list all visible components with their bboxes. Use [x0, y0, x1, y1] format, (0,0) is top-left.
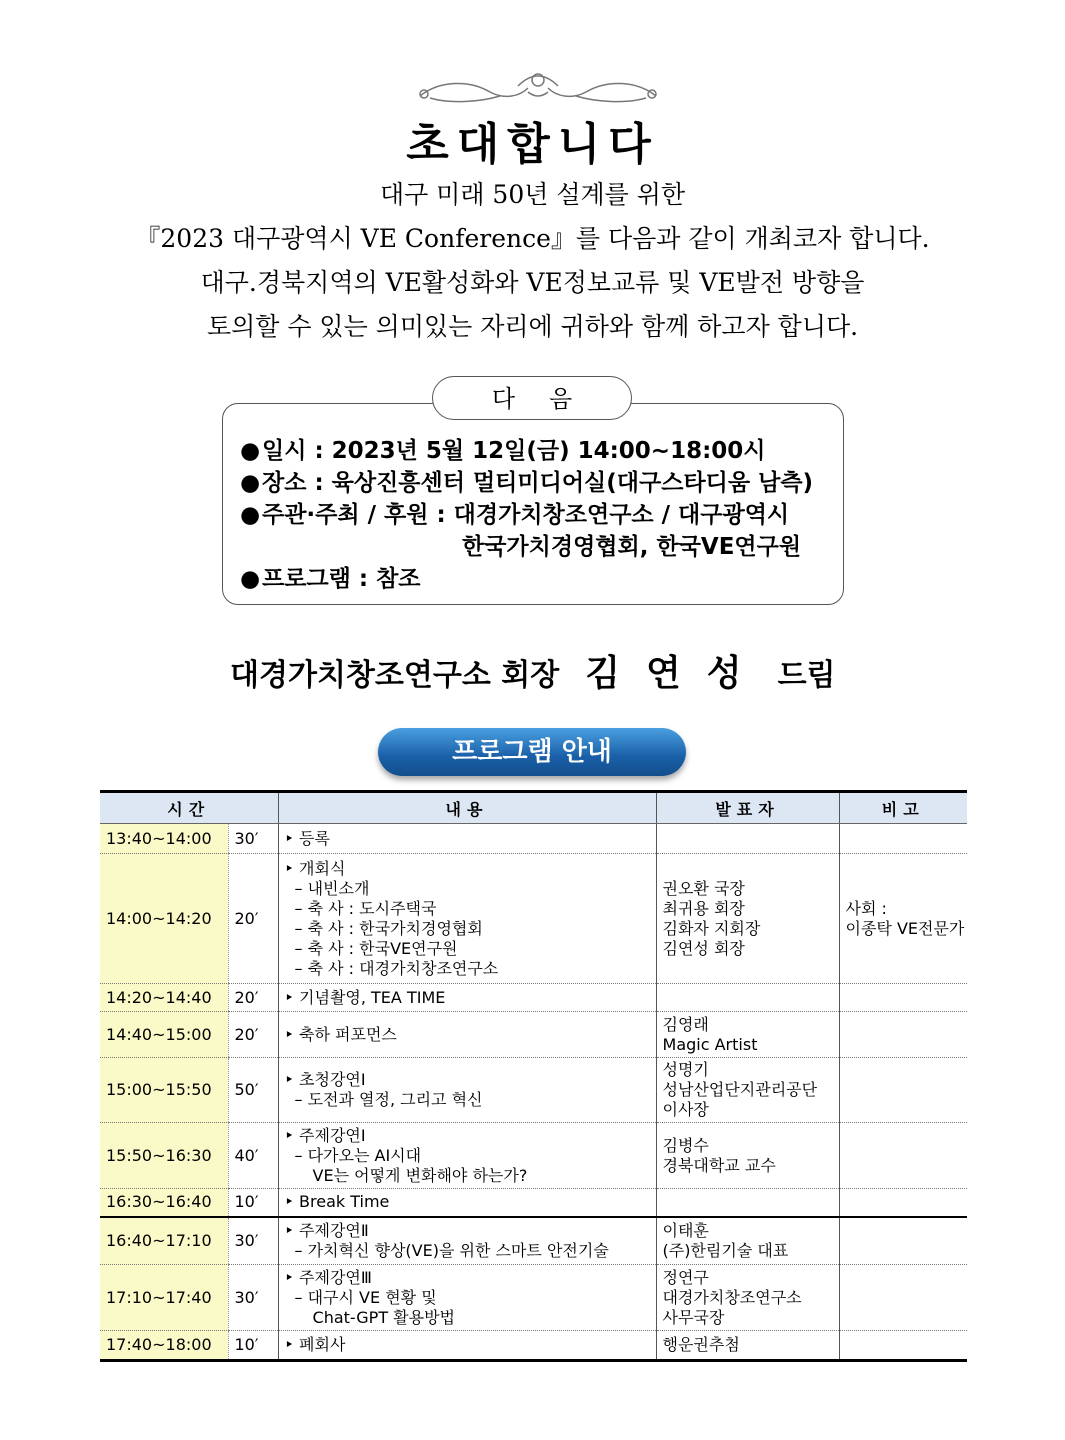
row-speaker-line: 최귀용 회장 [662, 898, 745, 918]
row-content-line: – 축 사 : 한국가치경영협회 [294, 918, 483, 938]
row-content-line: – 축 사 : 도시주택국 [294, 898, 437, 918]
row-content [278, 824, 656, 854]
signature-closing: 드림 [777, 658, 836, 693]
row-note [839, 1265, 967, 1331]
row-content [278, 1265, 656, 1331]
row-duration: 40′ [228, 1123, 278, 1189]
row-content-line: ‣ 주제강연Ⅲ [284, 1267, 372, 1287]
row-duration: 20′ [228, 1012, 278, 1058]
signature-org: 대경가치창조연구소 회장 [230, 658, 560, 693]
row-time: 15:00~15:50 [100, 1058, 228, 1123]
schedule-header-row [100, 792, 967, 824]
notice-host [240, 496, 789, 529]
row-content-line: ‣ 주제강연Ⅰ [284, 1125, 366, 1145]
bullet-icon: ● [240, 470, 261, 496]
row-time: 17:40~18:00 [100, 1331, 228, 1361]
row-speaker [656, 984, 839, 1012]
schedule-row [100, 1058, 967, 1123]
row-duration: 30′ [228, 1265, 278, 1331]
notice-host-continued: 한국가치경영협회, 한국VE연구원 [462, 534, 802, 560]
intro-line-3: 대구.경북지역의 VE활성화와 VE정보교류 및 VE발전 방향을 [200, 268, 865, 297]
row-speaker-line: 대경가치창조연구소 [662, 1287, 802, 1307]
row-note-line: 사회 : [845, 898, 887, 918]
header-speaker: 발표자 [656, 792, 839, 824]
schedule-row [100, 984, 967, 1012]
program-guide-button[interactable]: 프로그램 안내 [378, 728, 686, 776]
row-note [839, 1189, 967, 1217]
row-speaker-line: 성명기 [662, 1060, 709, 1079]
bullet-icon: ● [240, 502, 261, 528]
row-time: 16:30~16:40 [100, 1189, 228, 1217]
header-content: 내용 [278, 792, 656, 824]
row-speaker-line: 김병수 [662, 1135, 709, 1155]
row-duration: 30′ [228, 824, 278, 854]
schedule-table [100, 790, 967, 1362]
row-time: 14:20~14:40 [100, 984, 228, 1012]
row-content-line: ‣ 초청강연Ⅰ [284, 1070, 366, 1089]
row-content [278, 1012, 656, 1058]
row-duration: 20′ [228, 854, 278, 984]
row-speaker [656, 1265, 839, 1331]
row-time: 14:40~15:00 [100, 1012, 228, 1058]
schedule-row [100, 1123, 967, 1189]
row-duration: 10′ [228, 1189, 278, 1217]
row-content-line: ‣ 폐회사 [284, 1335, 346, 1354]
row-content-line: ‣ 등록 [284, 828, 330, 848]
row-time: 13:40~14:00 [100, 824, 228, 854]
row-content-line: – 다가오는 AI시대 [294, 1145, 422, 1165]
notice-venue [240, 464, 813, 497]
row-content-line: – 내빈소개 [294, 878, 370, 898]
row-time: 14:00~14:20 [100, 854, 228, 984]
row-speaker-line: 김연성 회장 [662, 938, 745, 958]
row-speaker-line: 행운권추첨 [662, 1335, 740, 1354]
row-time: 15:50~16:30 [100, 1123, 228, 1189]
row-speaker [656, 1058, 839, 1123]
row-content-line: VE는 어떻게 변화해야 하는가? [312, 1165, 528, 1185]
row-note [839, 1331, 967, 1361]
row-content-line: – 대구시 VE 현황 및 [294, 1287, 437, 1307]
row-speaker-line: 이사장 [662, 1100, 709, 1119]
row-speaker [656, 1189, 839, 1217]
schedule-row [100, 1189, 967, 1217]
notice-program [240, 560, 421, 593]
row-speaker-line: 이태훈 [662, 1220, 709, 1240]
row-note [839, 1058, 967, 1123]
row-duration: 10′ [228, 1331, 278, 1361]
row-speaker [656, 1123, 839, 1189]
notice-program-text: 프로그램 : 참조 [262, 566, 421, 592]
row-content [278, 984, 656, 1012]
row-content-line: – 도전과 열정, 그리고 혁신 [294, 1090, 483, 1109]
schedule-row [100, 824, 967, 854]
schedule-row [100, 1012, 967, 1058]
row-content [278, 1189, 656, 1217]
row-time: 16:40~17:10 [100, 1217, 228, 1265]
decorative-ornament-icon [410, 66, 666, 110]
row-speaker-line: 김영래 [662, 1014, 709, 1034]
row-content-line: ‣ 기념촬영, TEA TIME [284, 987, 446, 1007]
row-speaker-line: (주)한림기술 대표 [662, 1240, 789, 1260]
intro-line-4: 토의할 수 있는 의미있는 자리에 귀하와 함께 하고자 합니다. [206, 312, 859, 341]
row-speaker-line: 김화자 지회장 [662, 918, 761, 938]
row-speaker-line: 사무국장 [662, 1307, 725, 1327]
notice-tab-label: 다음 [432, 376, 632, 420]
signature-name: 김연성 [585, 652, 768, 694]
row-speaker [656, 1217, 839, 1265]
row-speaker [656, 854, 839, 984]
row-speaker-line: Magic Artist [662, 1034, 758, 1054]
row-note [839, 1123, 967, 1189]
schedule-row [100, 854, 967, 984]
notice-date-text: 일시 : 2023년 5월 12일(금) 14:00~18:00시 [262, 438, 766, 464]
row-content-line: ‣ 주제강연Ⅱ [284, 1220, 369, 1240]
row-content-line: ‣ 개회식 [284, 858, 346, 878]
row-note [839, 1217, 967, 1265]
schedule-row [100, 1265, 967, 1331]
row-time: 17:10~17:40 [100, 1265, 228, 1331]
row-content-line: – 가치혁신 향상(VE)을 위한 스마트 안전기술 [294, 1240, 609, 1260]
notice-date [240, 432, 766, 465]
header-time: 시간 [100, 792, 278, 824]
notice-venue-text: 장소 : 육상진흥센터 멀티미디어실(대구스타디움 남측) [262, 470, 814, 496]
row-speaker-line: 권오환 국장 [662, 878, 745, 898]
row-content-line: – 축 사 : 대경가치창조연구소 [294, 958, 499, 978]
row-duration: 20′ [228, 984, 278, 1012]
row-duration: 50′ [228, 1058, 278, 1123]
row-content-line: ‣ Break Time [284, 1192, 390, 1212]
header-note: 비고 [839, 792, 967, 824]
signature [230, 645, 836, 696]
row-speaker [656, 1331, 839, 1361]
schedule-row [100, 1331, 967, 1361]
page-title: 초대합니다 [406, 119, 659, 170]
row-content [278, 1217, 656, 1265]
row-content [278, 1331, 656, 1361]
row-content-line: ‣ 축하 퍼포먼스 [284, 1024, 397, 1044]
row-speaker-line: 경북대학교 교수 [662, 1155, 776, 1175]
row-note [839, 1012, 967, 1058]
row-content [278, 1123, 656, 1189]
notice-host-text: 주관·주최 / 후원 : 대경가치창조연구소 / 대구광역시 [262, 502, 790, 528]
row-note [839, 854, 967, 984]
row-content [278, 854, 656, 984]
intro-line-1: 대구 미래 50년 설계를 위한 [379, 180, 686, 209]
row-speaker-line: 성남산업단지관리공단 [662, 1080, 818, 1099]
bullet-icon: ● [240, 566, 261, 592]
row-content [278, 1058, 656, 1123]
schedule-body [100, 824, 967, 1361]
row-note [839, 824, 967, 854]
row-duration: 30′ [228, 1217, 278, 1265]
row-note-line: 이종탁 VE전문가 [845, 918, 965, 938]
row-content-line: – 축 사 : 한국VE연구원 [294, 938, 458, 958]
schedule-row [100, 1217, 967, 1265]
row-speaker-line: 정연구 [662, 1267, 709, 1287]
row-note [839, 984, 967, 1012]
row-speaker [656, 1012, 839, 1058]
row-speaker [656, 824, 839, 854]
bullet-icon: ● [240, 438, 261, 464]
intro-line-2: 『2023 대구광역시 VE Conference』를 다음과 같이 개최코자 합니다. [135, 224, 930, 253]
row-content-line: Chat-GPT 활용방법 [312, 1307, 455, 1327]
